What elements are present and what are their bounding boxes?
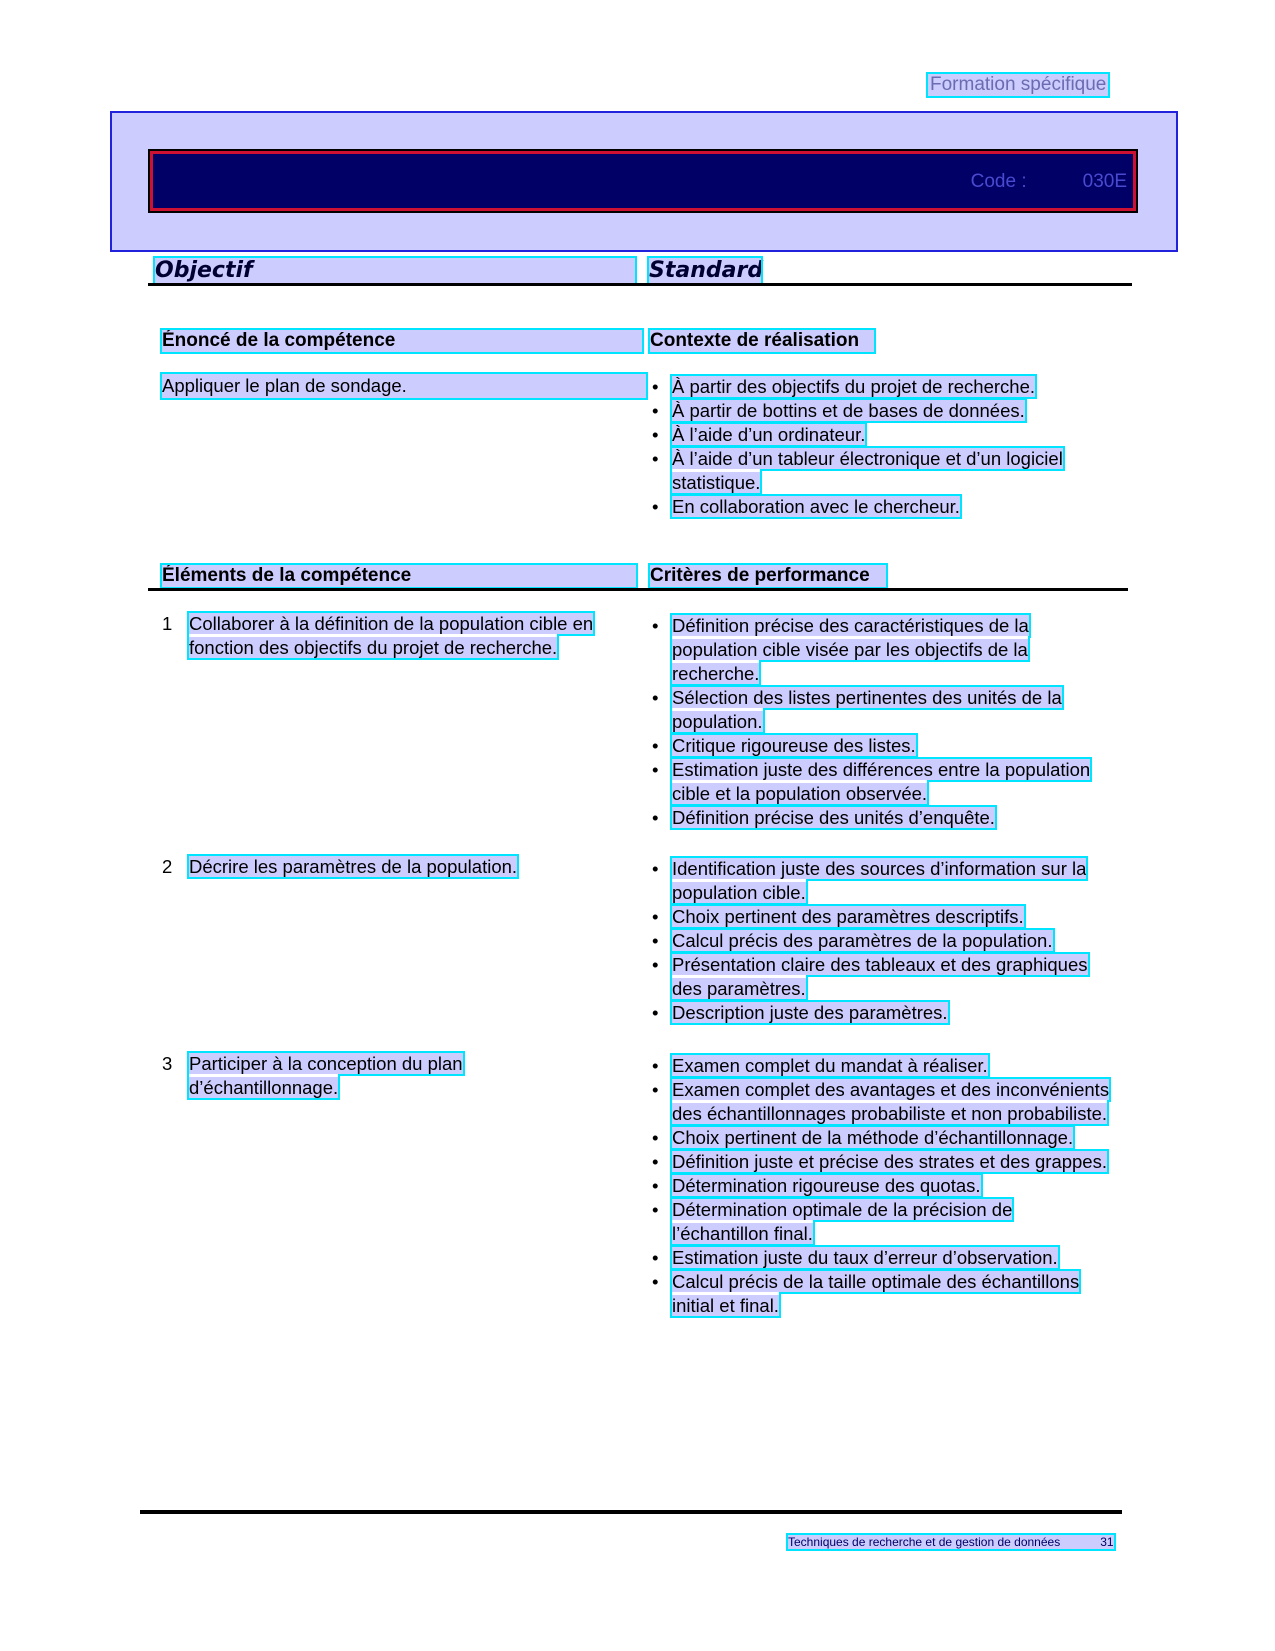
element-text: Décrire les paramètres de la population. xyxy=(189,856,518,877)
list-item: • Définition précise des unités d’enquête. xyxy=(650,806,1110,830)
footer xyxy=(788,1535,1114,1549)
element-text: Collaborer à la définition de la population cible en fonction des objectifs du projet de recherche. xyxy=(189,613,594,658)
elements-rule xyxy=(148,588,1128,591)
element-text: Participer à la conception du plan d’échantillonnage. xyxy=(189,1053,463,1098)
page-number: 31 xyxy=(1100,1535,1114,1549)
list-item: • À partir de bottins et de bases de données. xyxy=(650,399,1110,423)
list-item: • Présentation claire des tableaux et des graphiques des paramètres. xyxy=(650,953,1110,1001)
list-item: • Identification juste des sources d’information sur la population cible. xyxy=(650,857,1110,905)
standard-heading: Standard xyxy=(649,258,764,283)
list-item: • Estimation juste des différences entre la population cible et la population observée. xyxy=(650,758,1110,806)
code-value: 030E xyxy=(1082,171,1127,192)
list-item: • Choix pertinent de la méthode d’échantillonnage. xyxy=(650,1126,1110,1150)
footer-rule xyxy=(140,1510,1122,1514)
element-number: 1 xyxy=(162,613,173,634)
list-item: • Estimation juste du taux d’erreur d’observation. xyxy=(650,1246,1110,1270)
criteria-list-1 xyxy=(650,614,1110,830)
objectif-heading: Objectif xyxy=(155,258,635,283)
code-label: Code : xyxy=(970,171,1027,192)
list-item: • Examen complet des avantages et des inconvénients des échantillonnages probabiliste et non probabiliste. xyxy=(650,1078,1110,1126)
running-header: Formation spécifique xyxy=(930,74,1107,95)
element-number: 2 xyxy=(162,856,173,877)
code-box xyxy=(971,171,1127,193)
title-band xyxy=(150,151,1136,211)
list-item: • Choix pertinent des paramètres descriptifs. xyxy=(650,905,1110,929)
footer-title: Techniques de recherche et de gestion de données xyxy=(788,1535,1061,1549)
title-banner xyxy=(110,111,1178,252)
list-item: • En collaboration avec le chercheur. xyxy=(650,495,1110,519)
enonce-label: Énoncé de la compétence xyxy=(162,330,642,352)
list-item: • À l’aide d’un tableur électronique et d’un logiciel statistique. xyxy=(650,447,1110,495)
element-number: 3 xyxy=(162,1053,173,1074)
list-item: • À l’aide d’un ordinateur. xyxy=(650,423,1110,447)
list-item: • À partir des objectifs du projet de recherche. xyxy=(650,375,1110,399)
list-item: • Définition juste et précise des strates et des grappes. xyxy=(650,1150,1110,1174)
list-item: • Définition précise des caractéristiques de la population cible visée par les objectifs de la recherche. xyxy=(650,614,1110,686)
contexte-label: Contexte de réalisation xyxy=(650,330,874,352)
enonce-text: Appliquer le plan de sondage. xyxy=(162,374,646,398)
list-item: • Calcul précis de la taille optimale des échantillons initial et final. xyxy=(650,1270,1110,1318)
contexte-list xyxy=(650,375,1110,519)
criteria-list-2 xyxy=(650,857,1110,1025)
element-3 xyxy=(162,1052,642,1100)
elements-label: Éléments de la compétence xyxy=(162,565,636,587)
element-1 xyxy=(162,612,642,660)
header-rule xyxy=(148,283,1132,286)
criteres-label: Critères de performance xyxy=(650,565,886,587)
element-2 xyxy=(162,855,642,879)
list-item: • Examen complet du mandat à réaliser. xyxy=(650,1054,1110,1078)
list-item: • Détermination optimale de la précision de l’échantillon final. xyxy=(650,1198,1110,1246)
list-item: • Calcul précis des paramètres de la population. xyxy=(650,929,1110,953)
list-item: • Sélection des listes pertinentes des unités de la population. xyxy=(650,686,1110,734)
list-item: • Détermination rigoureuse des quotas. xyxy=(650,1174,1110,1198)
criteria-list-3 xyxy=(650,1054,1110,1318)
list-item: • Description juste des paramètres. xyxy=(650,1001,1110,1025)
list-item: • Critique rigoureuse des listes. xyxy=(650,734,1110,758)
